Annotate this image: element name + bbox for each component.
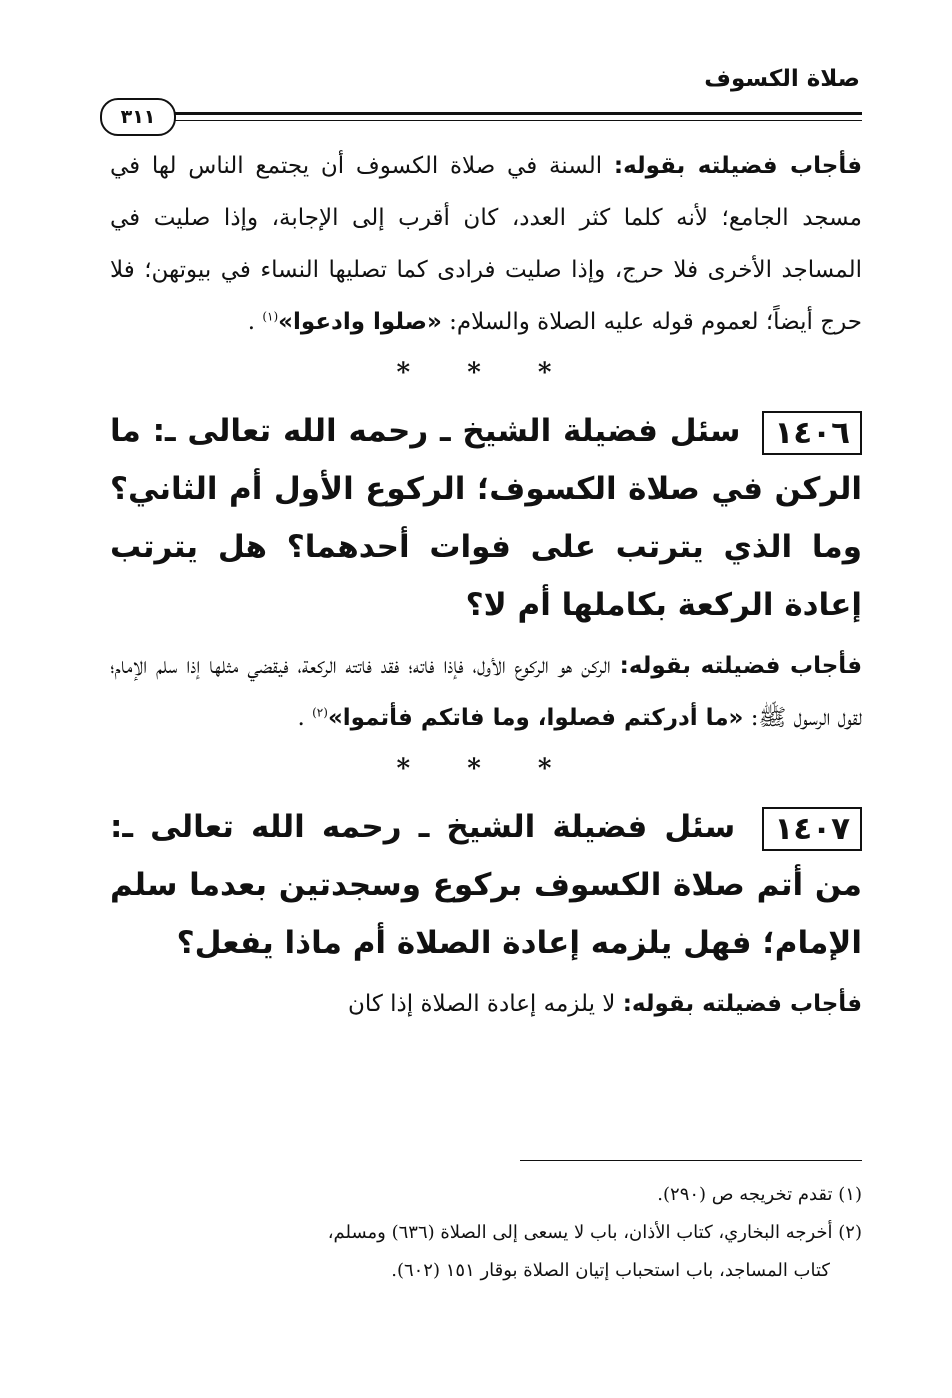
- section-separator: * * *: [396, 754, 576, 784]
- running-header-title: صلاة الكسوف: [704, 66, 860, 92]
- question-text: سئل فضيلة الشيخ ـ رحمه الله تعالى ـ: من أتم صلاة الكسوف بركوع وسجدتين بعدما سلم الإمام؛ فهل يلزمه إعادة الصلاة أم ماذا يفعل؟: [110, 809, 862, 961]
- page-number: ٣١١: [100, 98, 176, 136]
- footnote-2-continued: كتاب المساجد، باب استحباب إتيان الصلاة بوقار ١٥١ (٦٠٢).: [391, 1260, 830, 1281]
- answer-lead: فأجاب فضيلته بقوله:: [619, 653, 862, 679]
- header-rule: [168, 112, 862, 115]
- question-1407: [110, 798, 862, 972]
- hadith-quote: «ما أدركتم فصلوا، وما فاتكم فأتموا»: [327, 705, 744, 731]
- question-text: سئل فضيلة الشيخ ـ رحمه الله تعالى ـ: ما الركن في صلاة الكسوف؛ الركوع الأول أم الثاني؟ وما الذي يترتب على فوات أحدهما؟ هل يترتب إعادة الركعة بكاملها أم لا؟: [110, 413, 862, 623]
- sentence-end: .: [297, 705, 305, 731]
- answer-paragraph-3: [110, 978, 862, 1030]
- hadith-quote: «صلوا وادعوا»: [278, 309, 442, 335]
- footnote-ref-1: (١): [262, 309, 279, 324]
- answer-lead: فأجاب فضيلته بقوله:: [622, 991, 862, 1017]
- answer-paragraph-2: [110, 640, 862, 744]
- footnote-ref-2: (٢): [312, 705, 328, 720]
- footnotes: [110, 1176, 862, 1290]
- question-1406: [110, 402, 862, 634]
- question-number-box: ١٤٠٦: [762, 411, 862, 455]
- answer-paragraph-1: [110, 140, 862, 348]
- footnote-rule: [520, 1160, 862, 1161]
- question-number-box: ١٤٠٧: [762, 807, 862, 851]
- answer-text: الركن هو الركوع الأول، فإذا فاته؛ فقد فاتته الركعة، فيقضي مثلها إذا سلم الإمام؛ لقول الرسول ﷺ:: [110, 653, 862, 731]
- section-separator: * * *: [396, 358, 576, 388]
- footnote-1: (١) تقدم تخريجه ص (٢٩٠).: [657, 1184, 862, 1205]
- header-rule-thin: [168, 120, 862, 121]
- sentence-end: .: [247, 309, 256, 335]
- answer-text: السنة في صلاة الكسوف أن يجتمع الناس لها في مسجد الجامع؛ لأنه كلما كثر العدد، كان أقرب إلى الإجابة، وإذا صليت في المساجد الأخرى فلا حرج، وإذا صليت فرادى كما تصليها النساء في بيوتهن؛ فلا حرج أيضاً؛ لعموم قوله عليه الصلاة والسلام:: [110, 153, 862, 335]
- answer-lead: فأجاب فضيلته بقوله:: [613, 153, 863, 179]
- footnote-2: (٢) أخرجه البخاري، كتاب الأذان، باب لا يسعى إلى الصلاة (٦٣٦) ومسلم،: [327, 1222, 862, 1243]
- answer-text: لا يلزمه إعادة الصلاة إذا كان: [347, 991, 616, 1017]
- main-text: [110, 140, 862, 1030]
